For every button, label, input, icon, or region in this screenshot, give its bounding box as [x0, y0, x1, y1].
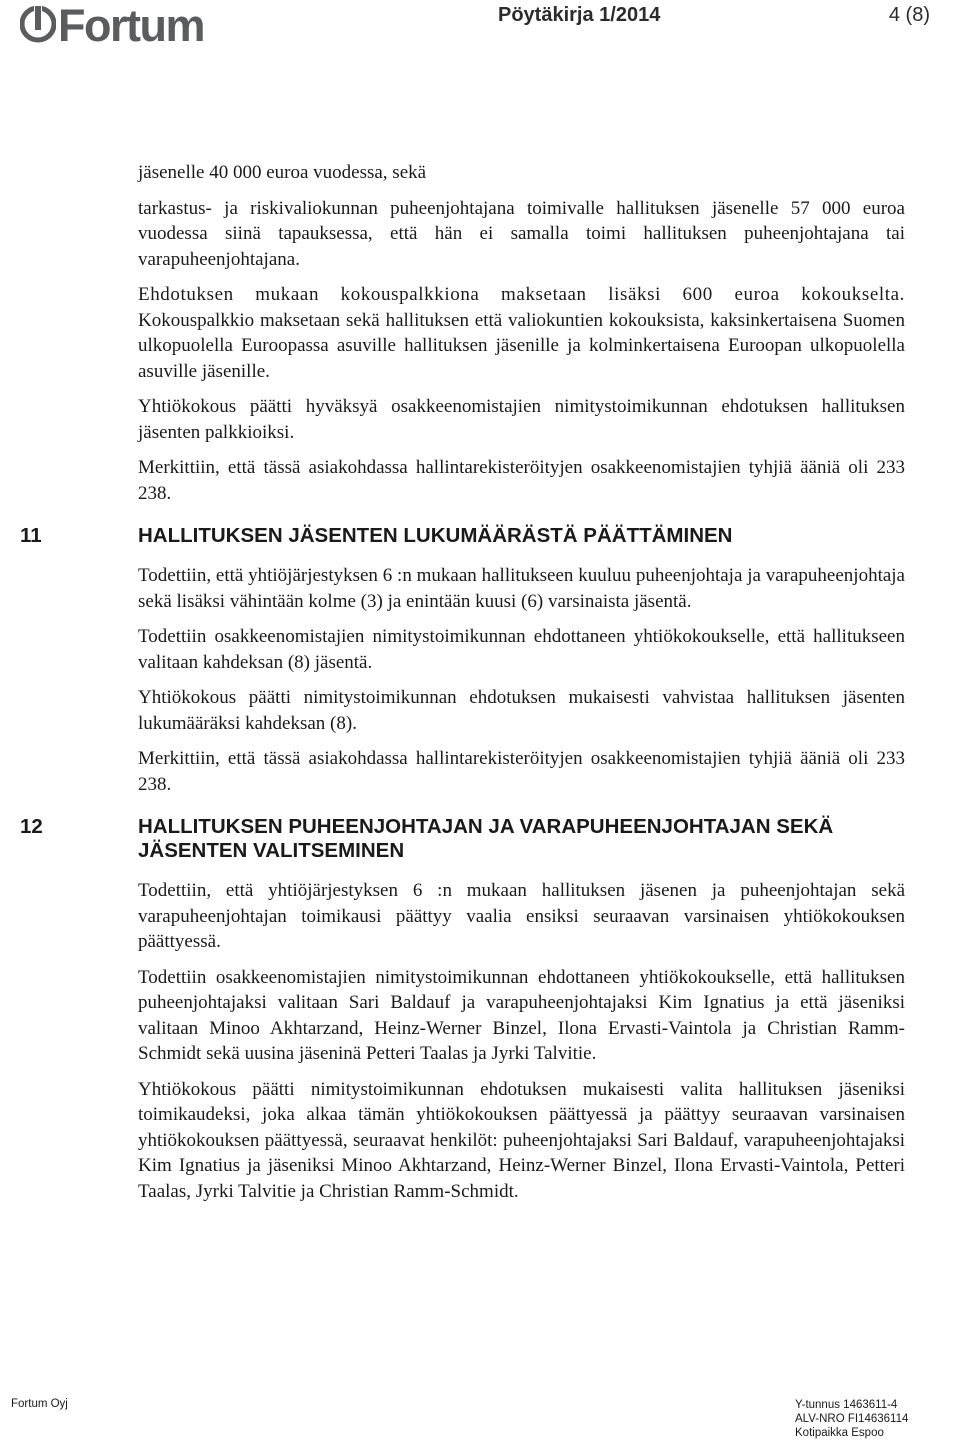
footer-domicile: Kotipaikka Espoo — [795, 1427, 884, 1439]
paragraph: Yhtiökokous päätti hyväksyä osakkeenomistajien nimitystoimikunnan ehdotuksen hallituksen jäsenten palkkioiksi. — [138, 396, 905, 443]
fortum-logo — [20, 0, 204, 51]
paragraph: Todettiin osakkeenomistajien nimitystoimikunnan ehdottaneen yhtiökokoukselle, että hallituksen puheenjohtajaksi valitaan Sari Baldauf ja varapuheenjohtajaksi Kim Ignatius ja että jäseniksi valitaan Minoo Akhtarzand, Heinz-Werner Binzel, Ilona Ervasti-Vaintola ja Christian Ramm-Schmidt sekä uusina jäseninä Petteri Taalas ja Jyrki Talvitie. — [138, 966, 905, 1064]
section-heading — [20, 815, 905, 863]
paragraph: Merkittiin, että tässä asiakohdassa hallintarekisteröityjen osakkeenomistajien tyhjiä ääniä oli 233 238. — [138, 748, 905, 795]
page-footer — [0, 1392, 960, 1438]
section-number: 12 — [20, 815, 43, 838]
paragraph — [138, 282, 905, 384]
page-header — [0, 0, 960, 60]
paragraph: Yhtiökokous päätti nimitystoimikunnan ehdotuksen mukaisesti vahvistaa hallituksen jäsenten lukumääräksi kahdeksan (8). — [138, 687, 905, 734]
paragraph: Todettiin osakkeenomistajien nimitystoimikunnan ehdottaneen yhtiökokoukselle, että hallitukseen valitaan kahdeksan (8) jäsentä. — [138, 626, 905, 673]
paragraph: Todettiin, että yhtiöjärjestyksen 6 :n mukaan hallitukseen kuuluu puheenjohtaja ja varapuheenjohtaja sekä lisäksi vähintään kolme (3) ja enintään kuusi (6) varsinaista jäsentä. — [138, 565, 905, 612]
footer-business-id: Y-tunnus 1463611-4 — [795, 1399, 898, 1411]
paragraph-line: Ehdotuksen mukaan kokouspalkkiona maksetaan lisäksi 600 euroa kokoukselta. — [138, 284, 905, 305]
footer-registration — [795, 1398, 908, 1440]
section-title: HALLITUKSEN JÄSENTEN LUKUMÄÄRÄSTÄ PÄÄTTÄMINEN — [138, 524, 733, 547]
paragraph: Yhtiökokous päätti nimitystoimikunnan ehdotuksen mukaisesti valita hallituksen jäseniksi toimikaudeksi, joka alkaa tämän yhtiökokouksen päättyessä ja päättyy seuraavan varsinaisen yhtiökokouksen päättyessä, seuraavat henkilöt: puheenjohtajaksi Sari Baldauf, varapuheenjohtajaksi Kim Ignatius ja jäseniksi Minoo Akhtarzand, Heinz-Werner Binzel, Ilona Ervasti-Vaintola, Petteri Taalas, Jyrki Talvitie ja Christian Ramm-Schmidt. — [138, 1078, 905, 1202]
section-11 — [20, 524, 905, 797]
page-number: 4 (8) — [888, 4, 930, 26]
document-title: Pöytäkirja 1/2014 — [498, 4, 661, 26]
paragraph: Todettiin, että yhtiöjärjestyksen 6 :n mukaan hallituksen jäsenen ja puheenjohtajan sekä varapuheenjohtajan toimikausi päättyy vaalia ensiksi seuraavan varsinaisen yhtiökokouksen päättyessä. — [138, 880, 905, 952]
footer-vat-number: ALV-NRO FI14636114 — [795, 1413, 909, 1425]
section-heading — [20, 524, 905, 548]
paragraph: Merkittiin, että tässä asiakohdassa hallintarekisteröityjen osakkeenomistajien tyhjiä ääniä oli 233 238. — [138, 457, 905, 504]
paragraph-line: Kokouspalkkio maksetaan sekä hallituksen että valiokuntien kokouksista, kaksinkertaisena Suomen ulkopuolella Euroopassa asuville hallituksen jäsenille ja kolminkertaisena Euroopan ulkopuolella asuville jäsenille. — [138, 309, 905, 382]
fortum-logo-icon — [20, 2, 56, 48]
paragraph: tarkastus- ja riskivaliokunnan puheenjohtajana toimivalle hallituksen jäsenelle 57 000 euroa vuodessa siinä tapauksessa, että hän ei samalla toimi hallituksen puheenjohtajana tai varapuheenjohtajana. — [138, 197, 905, 270]
section-12 — [20, 815, 905, 1204]
document-body — [20, 160, 905, 1214]
paragraph: jäsenelle 40 000 euroa vuodessa, sekä — [138, 162, 427, 183]
section-number: 11 — [20, 524, 42, 547]
section-title: HALLITUKSEN PUHEENJOHTAJAN JA VARAPUHEENJOHTAJAN SEKÄ JÄSENTEN VALITSEMINEN — [138, 815, 834, 862]
logo-wordmark: Fortum — [58, 0, 204, 51]
footer-company: Fortum Oyj — [11, 1398, 68, 1410]
